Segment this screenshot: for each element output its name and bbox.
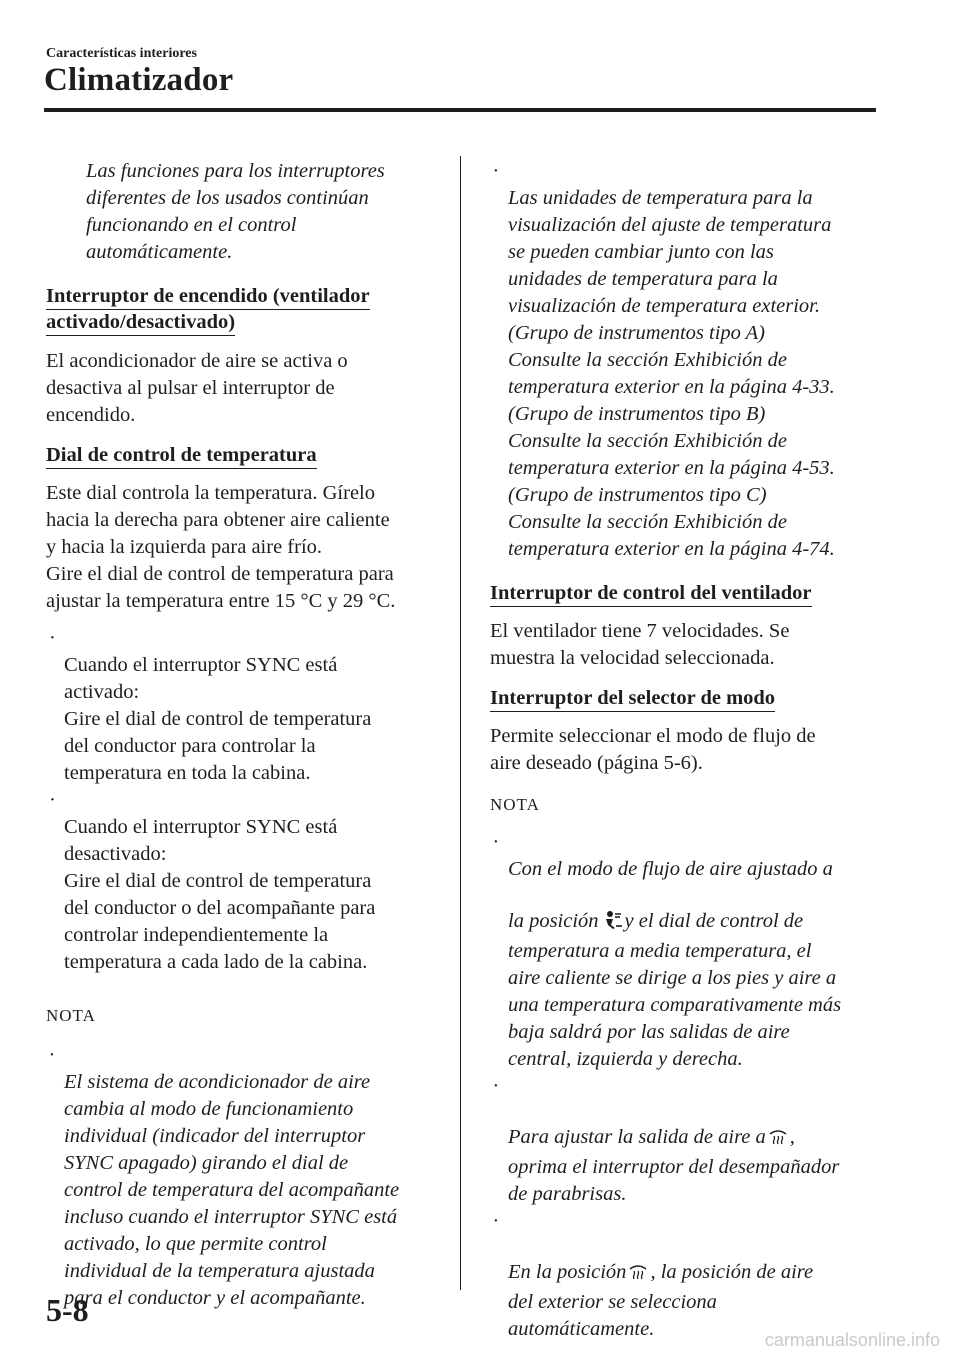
temp-dial-paragraph: Este dial controla la temperatura. Gírelo hacia la derecha para obtener aire caliente y hacia la izquierda para aire frío. Gire el dial de control de temperatura para ajustar la temperatura entre 15 °C y 29 °C. (46, 482, 396, 612)
heading-temp-dial-block (46, 443, 442, 468)
list-item (490, 829, 890, 1073)
heading-mode-selector-block (490, 686, 890, 711)
heading-fan-switch: Interruptor de control del ventilador (490, 582, 812, 607)
note-defrost-text-b: , oprima el interruptor del desempañador de parabrisas. (508, 1126, 840, 1205)
bullet-icon: · (493, 160, 499, 182)
column-divider (460, 156, 461, 1290)
sync-off-text: Cuando el interruptor SYNC está desactivado: Gire el dial de control de temperatura del conductor o del acompañante para controlar independientemente la temperatura a cada lado de la cabina. (64, 816, 376, 973)
bullet-icon: · (49, 789, 56, 811)
heading-mode-selector: Interruptor del selector de modo (490, 687, 775, 712)
list-item (490, 158, 890, 563)
list-item (46, 625, 442, 787)
note-label: NOTA (46, 1006, 96, 1025)
bullet-icon: · (493, 1210, 499, 1232)
bullet-icon: · (49, 627, 56, 649)
windshield-defroster-icon (628, 1235, 648, 1289)
bullet-icon: · (493, 831, 499, 853)
header-rule (44, 108, 876, 112)
list-item (490, 1073, 890, 1208)
sync-on-text: Cuando el interruptor SYNC está activado: Gire el dial de control de temperatura del conductor para controlar la temperatura en toda la cabina. (64, 654, 372, 784)
face-feet-mode-icon (601, 883, 623, 938)
list-item (490, 1208, 890, 1343)
heading-power-switch-block (46, 284, 442, 336)
note-position-text-b: , la posición de aire del exterior se selecciona automáticamente. (508, 1261, 814, 1340)
note-label: NOTA (490, 795, 540, 814)
bullet-icon: · (493, 1075, 499, 1097)
note-defrost-text-a: Para ajustar la salida de aire a (508, 1126, 766, 1148)
temp-units-text: Las unidades de temperatura para la visualización del ajuste de temperatura se pueden cambiar junto con las unidades de temperatura para la visualización de temperatura exterior. (Grupo de instrumentos tipo A) Consulte la sección Exhibición de temperatura exterior en la página 4-33. (Grupo de instrumentos tipo B) Consulte la sección Exhibición de temperatura exterior en la página 4-53. (Grupo de instrumentos tipo C) Consulte la sección Exhibición de temperatura exterior en la página 4-74. (508, 187, 835, 560)
bullet-icon: · (49, 1044, 55, 1066)
left-column (46, 158, 442, 1312)
right-column (490, 158, 890, 1343)
intro-paragraph: Las funciones para los interruptores diferentes de los usados continúan funcionando en el control automáticamente. (86, 160, 385, 263)
list-item (46, 1042, 442, 1312)
page-number: 5-8 (46, 1292, 89, 1328)
fan-switch-paragraph: El ventilador tiene 7 velocidades. Se muestra la velocidad seleccionada. (490, 620, 790, 669)
section-label: Características interiores (46, 46, 197, 61)
mode-selector-paragraph: Permite seleccionar el modo de flujo de aire deseado (página 5-6). (490, 725, 816, 774)
watermark: carmanualsonline.info (764, 1330, 940, 1350)
page-title: Climatizador (44, 62, 234, 98)
heading-fan-switch-block (490, 581, 890, 606)
power-switch-paragraph: El acondicionador de aire se activa o desactiva al pulsar el interruptor de encendido. (46, 350, 348, 426)
note-position-text-a: En la posición (508, 1261, 627, 1283)
note-mode-text-a: Con el modo de flujo de aire ajustado a la posición (508, 858, 833, 932)
heading-power-switch: Interruptor de encendido (ventilador activado/desactivado) (46, 285, 370, 336)
windshield-defroster-icon (768, 1100, 788, 1154)
note-mode-text-b: y el dial de control de temperatura a media temperatura, el aire caliente se dirige a los pies y aire a una temperatura comparativamente más baja saldrá por las salidas de aire central, izquierda y derecha. (508, 910, 842, 1070)
list-item (46, 787, 442, 976)
note-sync-text: El sistema de acondicionador de aire cambia al modo de funcionamiento individual (indicador del interruptor SYNC apagado) girando el dial de control de temperatura del acompañante incluso cuando el interruptor SYNC está activado, lo que permite control individual de la temperatura ajustada para el conductor y el acompañante. (64, 1071, 400, 1309)
heading-temp-dial: Dial de control de temperatura (46, 444, 317, 469)
